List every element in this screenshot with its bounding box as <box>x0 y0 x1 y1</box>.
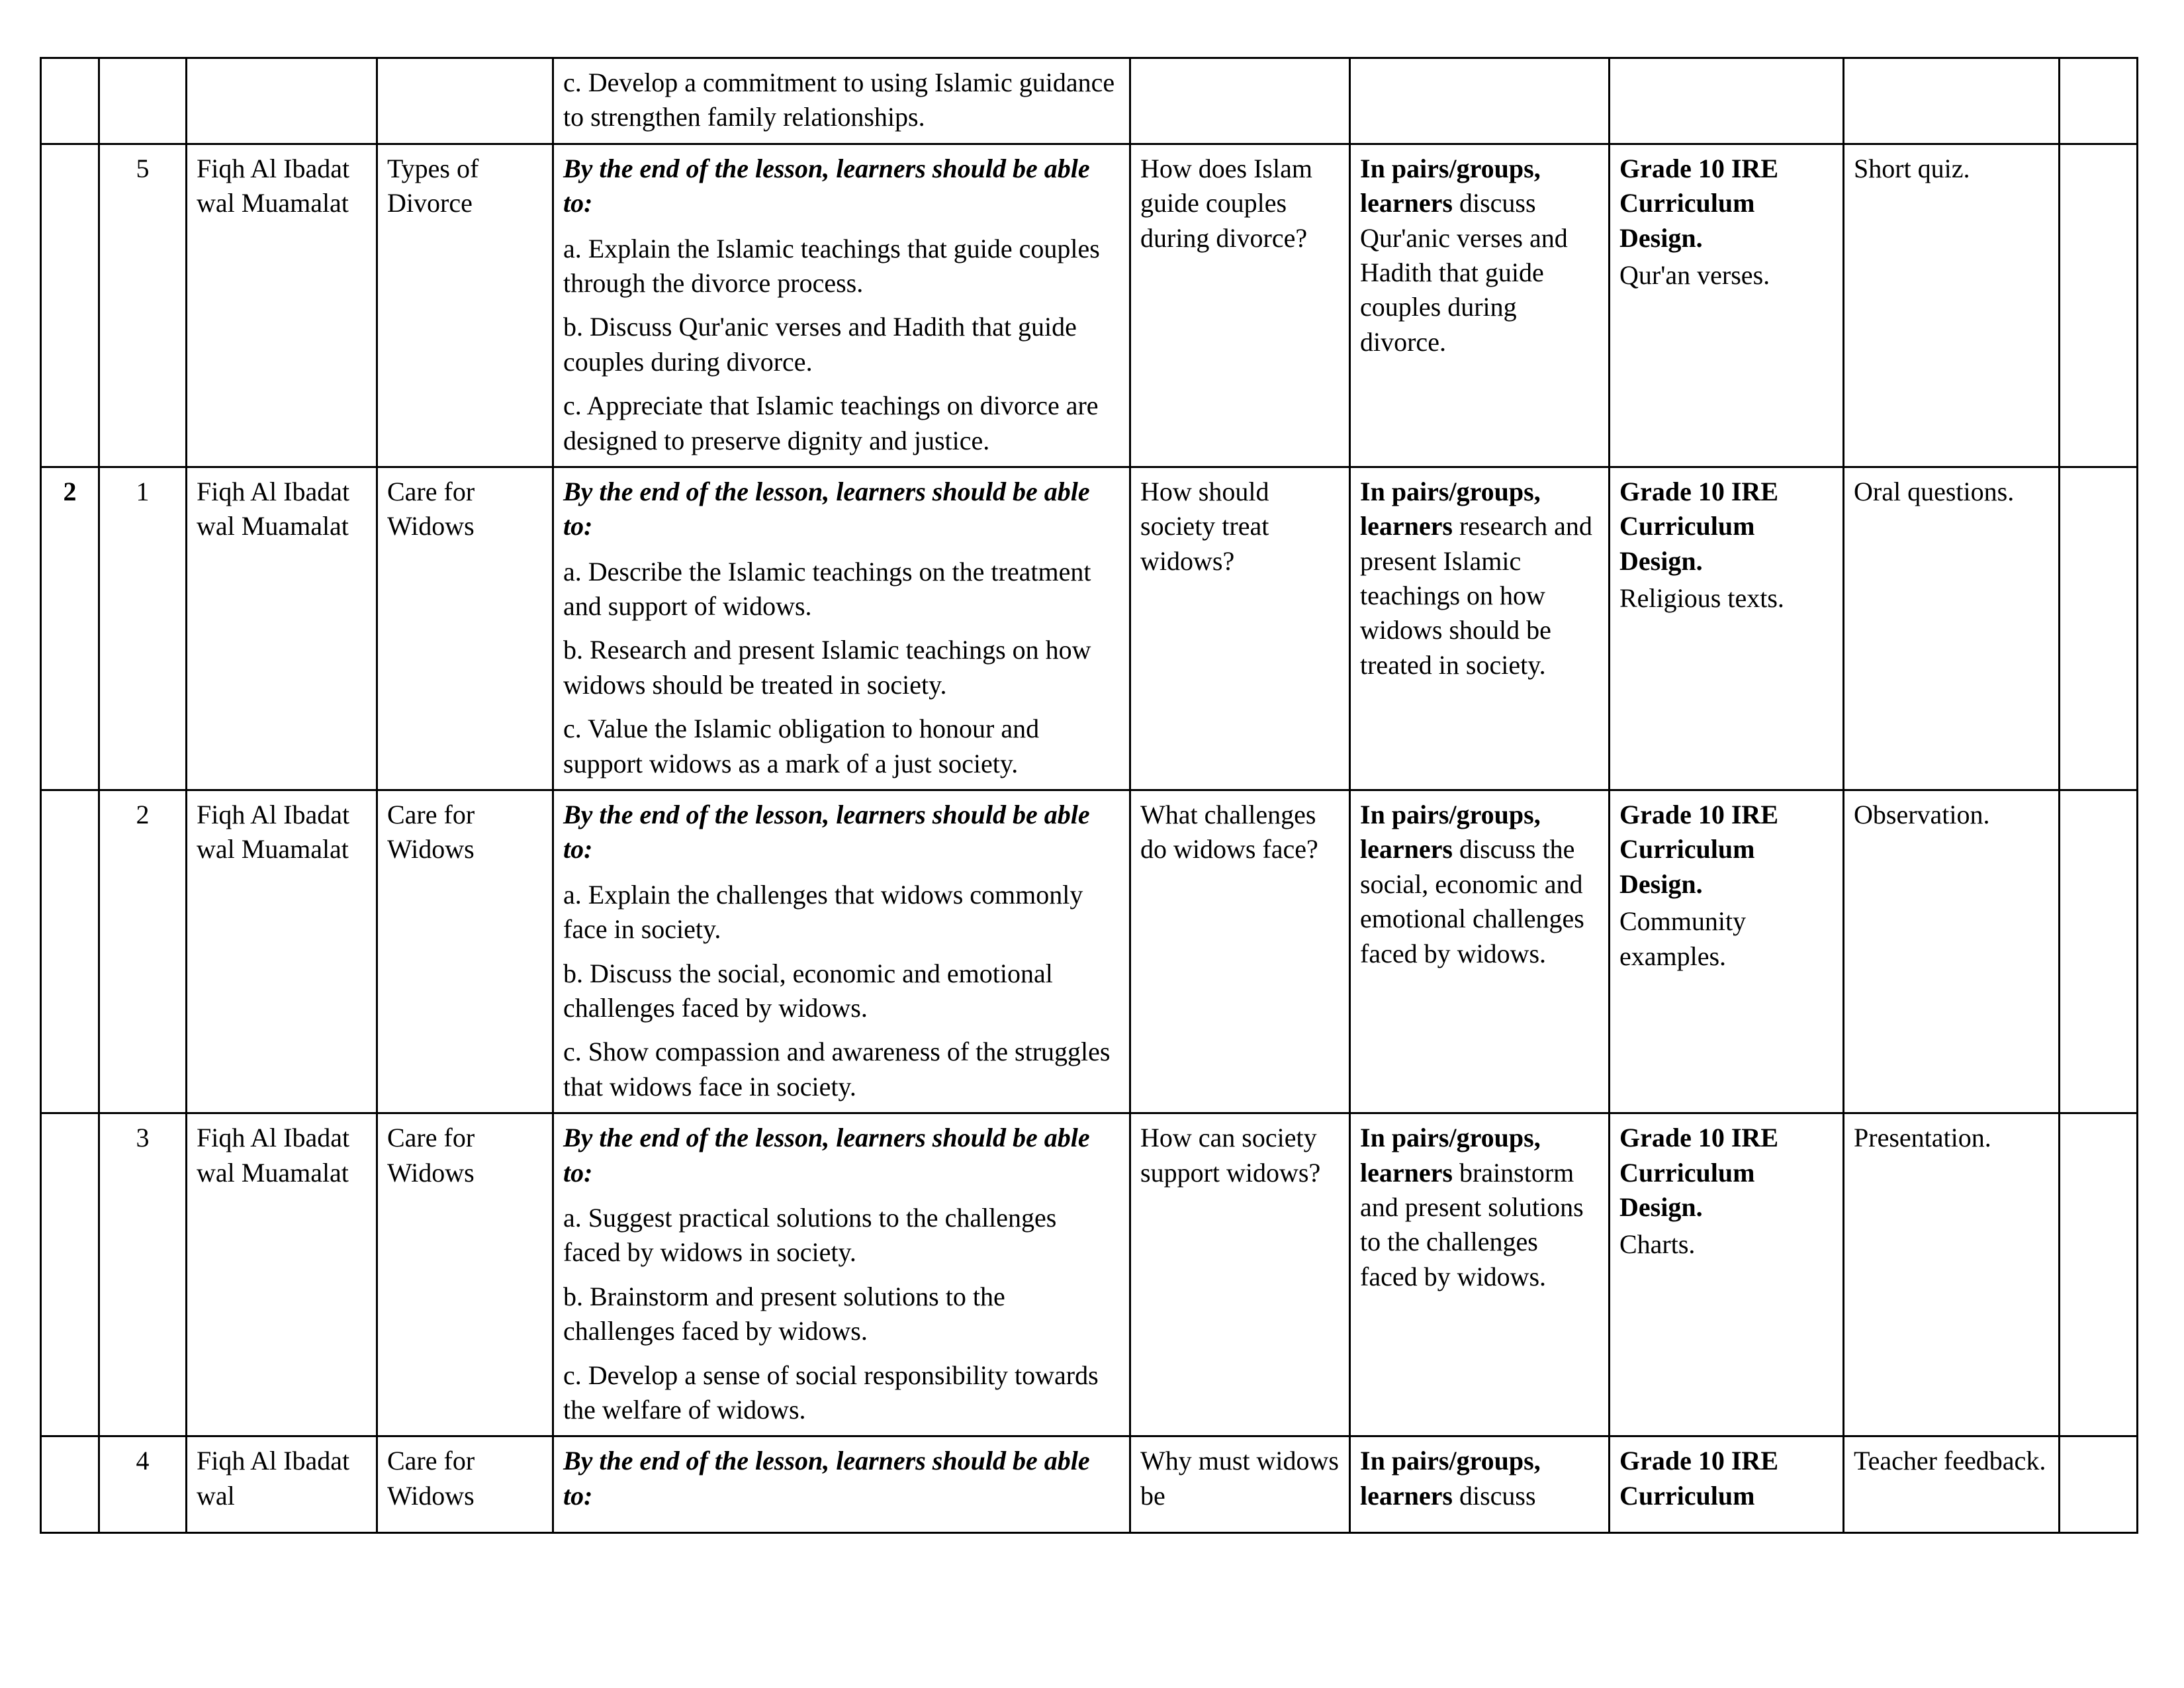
cell-assessment: Oral questions. <box>1844 467 2060 790</box>
cell-learning-experience <box>1350 790 1610 1113</box>
cell-reflection <box>2060 790 2138 1113</box>
cell-strand: Fiqh Al Ibadat wal Muamalat <box>187 144 377 467</box>
table-row <box>41 1113 2138 1436</box>
cell-lesson: 3 <box>99 1113 187 1436</box>
table-row <box>41 58 2138 144</box>
cell-reflection <box>2060 467 2138 790</box>
table-row <box>41 790 2138 1113</box>
experience-lead: In pairs/groups, learners <box>1360 153 1541 218</box>
cell-strand: Fiqh Al Ibadat wal Muamalat <box>187 1113 377 1436</box>
cell-learning-resources <box>1610 144 1844 467</box>
cell-learning-resources <box>1610 1113 1844 1436</box>
cell-assessment: Observation. <box>1844 790 2060 1113</box>
experience-rest: discuss <box>1452 1480 1536 1511</box>
experience-lead: In pairs/groups, learners <box>1360 476 1541 541</box>
outcome-item: b. Discuss the social, economic and emotional challenges faced by widows. <box>563 958 1053 1023</box>
cell-week <box>41 144 99 467</box>
cell-inquiry-question: How does Islam guide couples during divorce? <box>1130 144 1350 467</box>
cell-sub-strand: Types of Divorce <box>377 144 553 467</box>
resource-primary: Grade 10 IRE Curriculum Design. <box>1619 153 1778 253</box>
outcome-item: a. Explain the Islamic teachings that guide couples through the divorce process. <box>563 233 1100 298</box>
cell-assessment: Teacher feedback. <box>1844 1436 2060 1533</box>
outcome-item: b. Discuss Qur'anic verses and Hadith that guide couples during divorce. <box>563 312 1077 377</box>
cell-sub-strand <box>377 58 553 144</box>
cell-inquiry-question: How should society treat widows? <box>1130 467 1350 790</box>
outcome-item: a. Explain the challenges that widows commonly face in society. <box>563 879 1083 945</box>
table-body <box>41 58 2138 1533</box>
cell-week: 2 <box>41 467 99 790</box>
scheme-of-work-table <box>40 57 2138 1534</box>
cell-sub-strand: Care for Widows <box>377 1436 553 1533</box>
cell-strand: Fiqh Al Ibadat wal <box>187 1436 377 1533</box>
cell-learning-resources <box>1610 58 1844 144</box>
outcomes-heading: By the end of the lesson, learners should be able to: <box>563 1123 1090 1188</box>
outcomes-heading: By the end of the lesson, learners should be able to: <box>563 800 1090 865</box>
cell-lesson: 1 <box>99 467 187 790</box>
cell-week <box>41 58 99 144</box>
cell-sub-strand: Care for Widows <box>377 467 553 790</box>
experience-rest: research and present Islamic teachings on how widows should be treated in society. <box>1360 511 1592 680</box>
cell-learning-experience <box>1350 144 1610 467</box>
cell-learning-outcomes <box>553 790 1130 1113</box>
cell-learning-outcomes <box>553 1113 1130 1436</box>
outcome-item: b. Research and present Islamic teachings on how widows should be treated in society. <box>563 635 1091 700</box>
table-row <box>41 467 2138 790</box>
cell-learning-experience <box>1350 58 1610 144</box>
table-row <box>41 144 2138 467</box>
cell-assessment: Short quiz. <box>1844 144 2060 467</box>
outcome-item: c. Develop a commitment to using Islamic guidance to strengthen family relationships. <box>563 68 1115 132</box>
cell-learning-experience <box>1350 1113 1610 1436</box>
experience-rest: discuss Qur'anic verses and Hadith that guide couples during divorce. <box>1360 188 1568 357</box>
cell-assessment <box>1844 58 2060 144</box>
outcomes-heading: By the end of the lesson, learners should be able to: <box>563 153 1090 218</box>
cell-lesson: 4 <box>99 1436 187 1533</box>
cell-learning-resources <box>1610 1436 1844 1533</box>
cell-week <box>41 1113 99 1436</box>
experience-rest: discuss the social, economic and emotional challenges faced by widows. <box>1360 834 1584 968</box>
experience-lead: In pairs/groups, learners <box>1360 1446 1541 1511</box>
cell-inquiry-question: How can society support widows? <box>1130 1113 1350 1436</box>
cell-strand: Fiqh Al Ibadat wal Muamalat <box>187 790 377 1113</box>
cell-strand <box>187 58 377 144</box>
experience-lead: In pairs/groups, learners <box>1360 800 1541 865</box>
resource-secondary: Charts. <box>1619 1229 1696 1260</box>
cell-sub-strand: Care for Widows <box>377 790 553 1113</box>
cell-inquiry-question <box>1130 58 1350 144</box>
outcome-item: c. Value the Islamic obligation to honour and support widows as a mark of a just society. <box>563 714 1040 778</box>
cell-lesson <box>99 58 187 144</box>
cell-strand: Fiqh Al Ibadat wal Muamalat <box>187 467 377 790</box>
resource-primary: Grade 10 IRE Curriculum Design. <box>1619 800 1778 899</box>
resource-primary: Grade 10 IRE Curriculum <box>1619 1446 1778 1511</box>
resource-primary: Grade 10 IRE Curriculum Design. <box>1619 1123 1778 1222</box>
cell-sub-strand: Care for Widows <box>377 1113 553 1436</box>
cell-learning-outcomes <box>553 467 1130 790</box>
cell-reflection <box>2060 58 2138 144</box>
resource-secondary: Qur'an verses. <box>1619 259 1770 290</box>
cell-learning-resources <box>1610 790 1844 1113</box>
cell-reflection <box>2060 1113 2138 1436</box>
cell-learning-outcomes <box>553 144 1130 467</box>
cell-inquiry-question: Why must widows be <box>1130 1436 1350 1533</box>
cell-learning-outcomes <box>553 58 1130 144</box>
outcomes-heading: By the end of the lesson, learners should be able to: <box>563 476 1090 541</box>
cell-week <box>41 790 99 1113</box>
table-row <box>41 1436 2138 1533</box>
experience-rest: brainstorm and present solutions to the challenges faced by widows. <box>1360 1157 1584 1291</box>
cell-learning-outcomes <box>553 1436 1130 1533</box>
cell-lesson: 5 <box>99 144 187 467</box>
experience-lead: In pairs/groups, learners <box>1360 1123 1541 1188</box>
cell-reflection <box>2060 1436 2138 1533</box>
outcome-item: a. Describe the Islamic teachings on the treatment and support of widows. <box>563 556 1091 622</box>
outcome-item: a. Suggest practical solutions to the challenges faced by widows in society. <box>563 1202 1057 1268</box>
outcome-item: c. Show compassion and awareness of the struggles that widows face in society. <box>563 1037 1111 1102</box>
cell-reflection <box>2060 144 2138 467</box>
cell-learning-experience <box>1350 467 1610 790</box>
outcome-item: b. Brainstorm and present solutions to the challenges faced by widows. <box>563 1281 1005 1346</box>
resource-primary: Grade 10 IRE Curriculum Design. <box>1619 476 1778 576</box>
resource-secondary: Community examples. <box>1619 906 1747 971</box>
cell-assessment: Presentation. <box>1844 1113 2060 1436</box>
cell-inquiry-question: What challenges do widows face? <box>1130 790 1350 1113</box>
cell-learning-resources <box>1610 467 1844 790</box>
resource-secondary: Religious texts. <box>1619 583 1784 614</box>
cell-week <box>41 1436 99 1533</box>
outcome-item: c. Develop a sense of social responsibility towards the welfare of widows. <box>563 1360 1099 1425</box>
outcome-item: c. Appreciate that Islamic teachings on divorce are designed to preserve dignity and justice. <box>563 391 1099 455</box>
cell-learning-experience <box>1350 1436 1610 1533</box>
cell-lesson: 2 <box>99 790 187 1113</box>
outcomes-heading: By the end of the lesson, learners should be able to: <box>563 1446 1090 1511</box>
